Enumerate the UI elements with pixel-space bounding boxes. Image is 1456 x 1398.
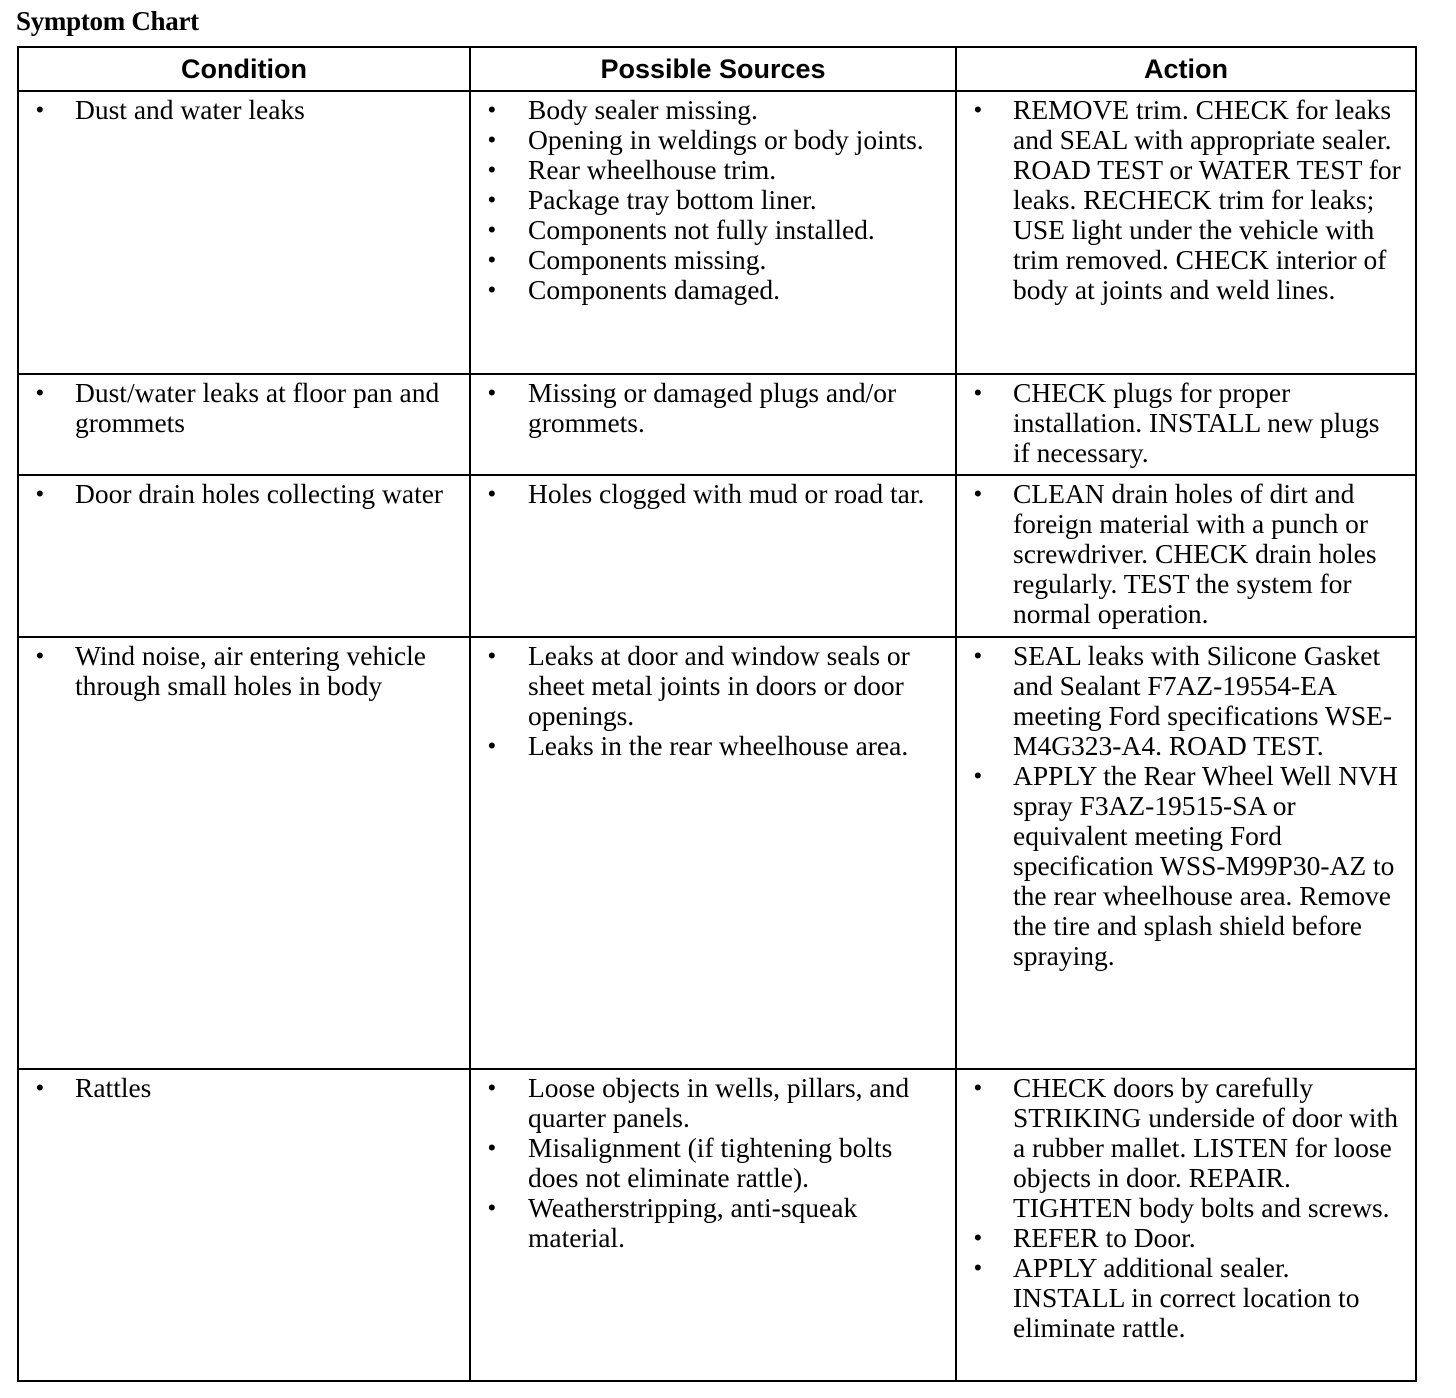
- source-item: • Leaks in the rear wheelhouse area.: [475, 731, 951, 761]
- table-row: [18, 374, 1416, 475]
- table-row: [18, 637, 1416, 1069]
- source-item: • Loose objects in wells, pillars, and quarter panels.: [475, 1073, 951, 1133]
- condition-item: • Dust and water leaks: [23, 95, 465, 125]
- action-item: • REMOVE trim. CHECK for leaks and SEAL with appropriate sealer. ROAD TEST or WATER TEST for leaks. RECHECK trim for leaks; USE light under the vehicle with trim removed. CHECK interior of body at joints and weld lines.: [961, 95, 1411, 305]
- action-cell: [956, 91, 1416, 374]
- source-item: • Misalignment (if tightening bolts does not eliminate rattle).: [475, 1133, 951, 1193]
- action-cell: [956, 475, 1416, 637]
- condition-cell: [18, 1069, 470, 1381]
- header-row: [18, 47, 1416, 91]
- source-item: • Components damaged.: [475, 275, 951, 305]
- condition-item: • Wind noise, air entering vehicle through small holes in body: [23, 641, 465, 701]
- action-cell: [956, 637, 1416, 1069]
- sources-cell: [470, 637, 956, 1069]
- action-cell: [956, 1069, 1416, 1381]
- page-title: Symptom Chart: [16, 6, 199, 36]
- condition-cell: [18, 374, 470, 475]
- condition-cell: [18, 91, 470, 374]
- column-header-sources: Possible Sources: [470, 47, 956, 91]
- source-item: • Rear wheelhouse trim.: [475, 155, 951, 185]
- source-item: • Body sealer missing.: [475, 95, 951, 125]
- symptom-table: [17, 46, 1417, 1382]
- column-header-condition: Condition: [18, 47, 470, 91]
- sources-cell: [470, 91, 956, 374]
- sources-cell: [470, 475, 956, 637]
- source-item: • Leaks at door and window seals or sheet metal joints in doors or door openings.: [475, 641, 951, 731]
- source-item: • Weatherstripping, anti-squeak material.: [475, 1193, 951, 1253]
- source-item: • Components not fully installed.: [475, 215, 951, 245]
- condition-item: • Rattles: [23, 1073, 465, 1103]
- sources-cell: [470, 1069, 956, 1381]
- column-header-action: Action: [956, 47, 1416, 91]
- condition-cell: [18, 637, 470, 1069]
- table-row: [18, 1069, 1416, 1381]
- condition-item: • Door drain holes collecting water: [23, 479, 465, 509]
- action-item: • REFER to Door.: [961, 1223, 1411, 1253]
- action-item: • APPLY additional sealer. INSTALL in correct location to eliminate rattle.: [961, 1253, 1411, 1343]
- action-item: • CLEAN drain holes of dirt and foreign material with a punch or screwdriver. CHECK drain holes regularly. TEST the system for normal operation.: [961, 479, 1411, 629]
- source-item: • Components missing.: [475, 245, 951, 275]
- table-row: [18, 475, 1416, 637]
- action-cell: [956, 374, 1416, 475]
- source-item: • Missing or damaged plugs and/or grommets.: [475, 378, 951, 438]
- sources-cell: [470, 374, 956, 475]
- source-item: • Holes clogged with mud or road tar.: [475, 479, 951, 509]
- source-item: • Package tray bottom liner.: [475, 185, 951, 215]
- action-item: • CHECK doors by carefully STRIKING underside of door with a rubber mallet. LISTEN for loose objects in door. REPAIR. TIGHTEN body bolts and screws.: [961, 1073, 1411, 1223]
- condition-item: • Dust/water leaks at floor pan and grommets: [23, 378, 465, 438]
- source-item: • Opening in weldings or body joints.: [475, 125, 951, 155]
- action-item: • SEAL leaks with Silicone Gasket and Sealant F7AZ-19554-EA meeting Ford specifications WSE-M4G323-A4. ROAD TEST.: [961, 641, 1411, 761]
- action-item: • APPLY the Rear Wheel Well NVH spray F3AZ-19515-SA or equivalent meeting Ford specification WSS-M99P30-AZ to the rear wheelhouse area. Remove the tire and splash shield before spraying.: [961, 761, 1411, 971]
- action-item: • CHECK plugs for proper installation. INSTALL new plugs if necessary.: [961, 378, 1411, 468]
- table-row: [18, 91, 1416, 374]
- condition-cell: [18, 475, 470, 637]
